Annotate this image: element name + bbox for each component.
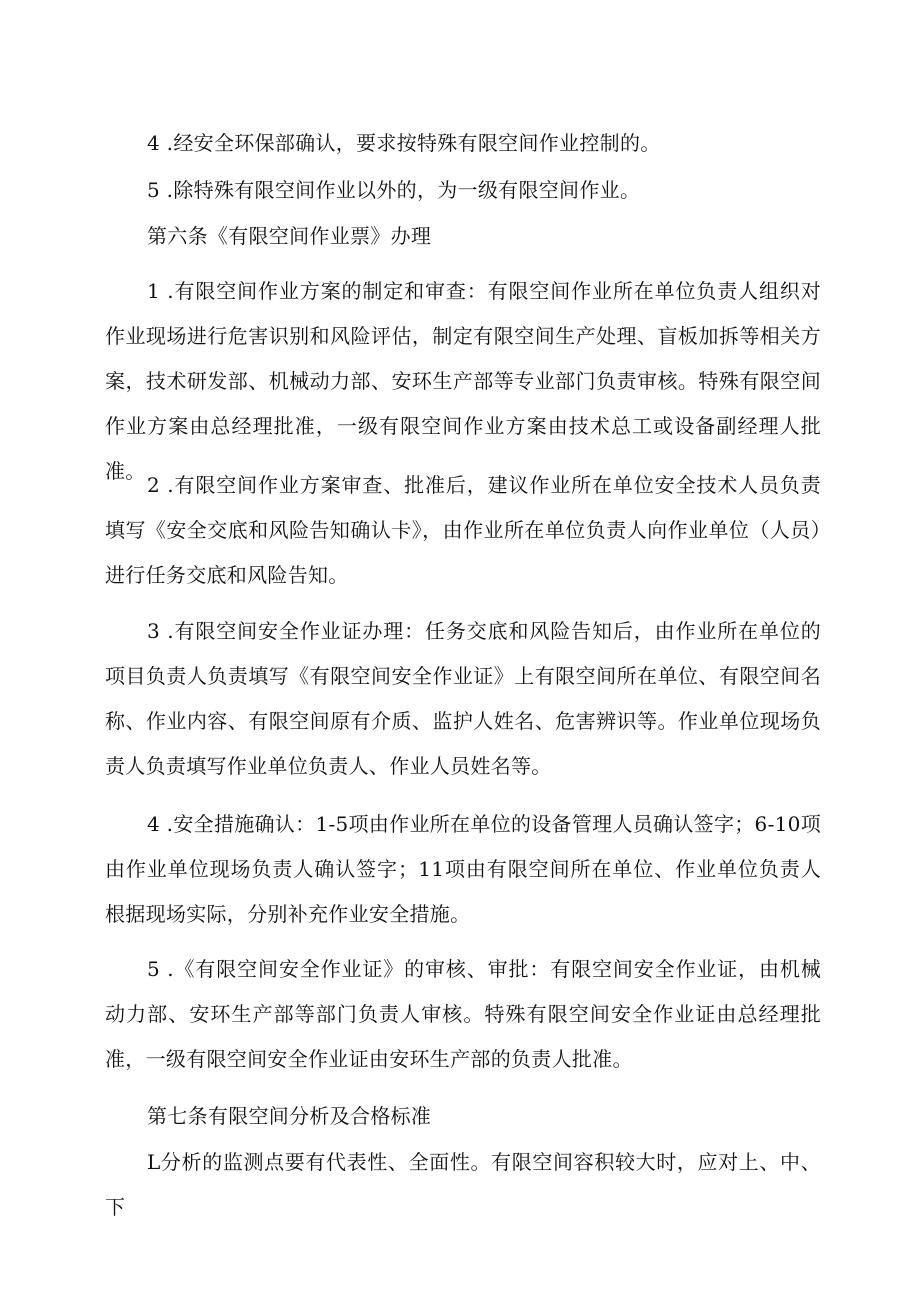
paragraph-item-5-level-one: 5 .除特殊有限空间作业以外的，为一级有限空间作业。 bbox=[147, 178, 641, 202]
paragraph-item-5-approval: 5 .《有限空间安全作业证》的审核、审批：有限空间安全作业证，由机械动力部、安环生产部等部门负责人审核。特殊有限空间安全作业证由总经理批准，一级有限空间安全作业证由安环生产部的负责人批准。 bbox=[105, 957, 821, 1071]
section-heading-article-6: 第六条《有限空间作业票》办理 bbox=[147, 224, 432, 248]
paragraph-item-4-confirm: 4 .经安全环保部确认，要求按特殊有限空间作业控制的。 bbox=[147, 131, 661, 155]
section-heading-article-7: 第七条有限空间分析及合格标准 bbox=[147, 1104, 432, 1128]
paragraph-item-3-permit: 3 .有限空间安全作业证办理：任务交底和风险告知后，由作业所在单位的项目负责人负责填写《有限空间安全作业证》上有限空间所在单位、有限空间名称、作业内容、有限空间原有介质、监护人姓名、危害辨识等。作业单位现场负责人负责填写作业单位负责人、作业人员姓名等。 bbox=[105, 619, 821, 778]
paragraph-item-1-plan-review: 1 .有限空间作业方案的制定和审查：有限空间作业所在单位负责人组织对作业现场进行危害识别和风险评估，制定有限空间生产处理、盲板加拆等相关方案，技术研发部、机械动力部、安环生产部等专业部门负责审核。特殊有限空间作业方案由总经理批准，一级有限空间作业方案由技术总工或设备副经理人批准。 bbox=[105, 279, 821, 483]
paragraph-item-1-monitoring: L分析的监测点要有代表性、全面性。有限空间容积较大时，应对上、中、下 bbox=[105, 1150, 821, 1219]
paragraph-item-2-briefing: 2 .有限空间作业方案审查、批准后，建议作业所在单位安全技术人员负责填写《安全交底和风险告知确认卡》，由作业所在单位负责人向作业单位（人员）进行任务交底和风险告知。 bbox=[105, 473, 821, 587]
paragraph-item-4-safety-measures: 4 .安全措施确认：1-5项由作业所在单位的设备管理人员确认签字；6-10项由作业单位现场负责人确认签字；11项由有限空间所在单位、作业单位负责人根据现场实际，分别补充作业安全措施。 bbox=[105, 812, 821, 926]
